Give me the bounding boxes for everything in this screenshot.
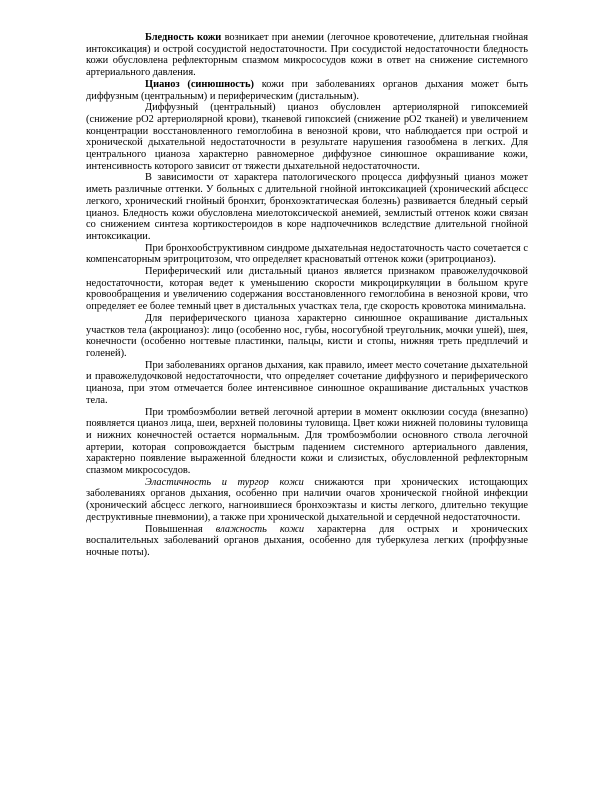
- paragraph-elasticity: [86, 477, 528, 524]
- paragraph-text: характерна для острых и хронических воспалительных заболеваний органов дыхания, особенно для туберкулеза легких (проффузные ночные поты).: [86, 523, 528, 558]
- paragraph-cyanosis-intro: [86, 79, 528, 102]
- paragraph-thromboembolism: При тромбоэмболии ветвей легочной артерии в момент окклюзии сосуда (внезапно) появляется цианоз лица, шеи, верхней половины туловища. Цвет кожи нижней половины туловища и нижних конечностей остается нормальным. Для тромбоэмболии основного ствола легочной артерии, которая сопровождается быстрым падением системного артериального давления, характерно появление выраженной бледности кожи и слизистых, обусловленной рефлекторным спазмом микрососудов.: [86, 406, 528, 477]
- paragraph-text: кожи при заболеваниях органов дыхания может быть диффузным (центральным) и периферическим (дистальным).: [86, 78, 528, 102]
- document-page: [86, 32, 528, 559]
- paragraph-diffuse-cyanosis: Диффузный (центральный) цианоз обусловлен артериолярной гипоксемией (снижение рО2 артериолярной крови), тканевой гипоксией (снижение рО2 тканей) и увеличением концентрации восстановленного гемоглобина в венозной крови, что наблюдается при острой и хронической дыхательной недостаточности в результате нарушения газообмена в легких. Для центрального цианоза характерно равномерное диффузное синюшное окрашивание кожи, интенсивность которого зависит от тяжести дыхательной недостаточности.: [86, 102, 528, 172]
- paragraph-pallor: [86, 32, 528, 79]
- paragraph-peripheral-cyanosis: Периферический или дистальный цианоз является признаком правожелудочковой недостаточности, которая ведет к уменьшению скорости микроциркуляции в большом круге кровообращения и увеличению содержания восстановленного гемоглобина в венозной крови, что определяет ее более темный цвет в дистальных участках тела, где скорость кровотока минимальна.: [86, 266, 528, 313]
- term-elasticity: Эластичность и тургор кожи: [145, 476, 304, 488]
- paragraph-acrocyanosis: Для периферического цианоза характерно синюшное окрашивание дистальных участков тела (акроцианоз): лицо (особенно нос, губы, носогубной треугольник, мочки ушей), шея, конечности (особенно ногтевые пластинки, пальцы, кисти и стопы, нижняя треть предплечий и голеней).: [86, 312, 528, 359]
- paragraph-moisture: [86, 524, 528, 559]
- term-cyanosis: Цианоз (синюшность): [145, 78, 254, 90]
- paragraph-cyanosis-shades: В зависимости от характера патологического процесса диффузный цианоз может иметь различные оттенки. У больных с длительной гнойной интоксикацией (хронический абсцесс легкого, хронический гнойный бронхит, бронхоэктатическая болезнь) развивается бледный серый цианоз. Бледность кожи обусловлена миелотоксической анемией, землистый оттенок кожи связан со снижением синтеза кортикостероидов в коре надпочечников вследствие длительной гнойной интоксикации.: [86, 172, 528, 242]
- paragraph-text: Повышенная: [145, 523, 216, 535]
- paragraph-combined-cyanosis: При заболеваниях органов дыхания, как правило, имеет место сочетание дыхательной и правожелудочковой недостаточности, что определяет сочетание диффузного и периферического цианоза, при этом отмечается более интенсивное синюшное окрашивание дистальных участков тела.: [86, 359, 528, 406]
- paragraph-bronchoobstructive: При бронхообструктивном синдроме дыхательная недостаточность часто сочетается с компенсаторным эритроцитозом, что определяет красноватый оттенок кожи (эритроцианоз).: [86, 242, 528, 266]
- term-moisture: влажность кожи: [215, 523, 305, 535]
- paragraph-text: возникает при анемии (легочное кровотечение, длительная гнойная интоксикация) и острой сосудистой недостаточности. При сосудистой недостаточности бледность кожи обусловлена рефлекторным спазмом микрососудов кожи в ответ на снижение системного артериального давления.: [86, 32, 528, 79]
- paragraph-text: снижаются при хронических истощающих заболеваниях органов дыхания, особенно при наличии очагов хронической гнойной инфекции (хронический абсцесс легкого, нагноившиеся бронхоэктазы и кисты легкого, длительно текущие деструктивные пневмонии), а также при хронической дыхательной и сердечной недостаточности.: [86, 476, 529, 523]
- term-pallor: Бледность кожи: [145, 32, 222, 43]
